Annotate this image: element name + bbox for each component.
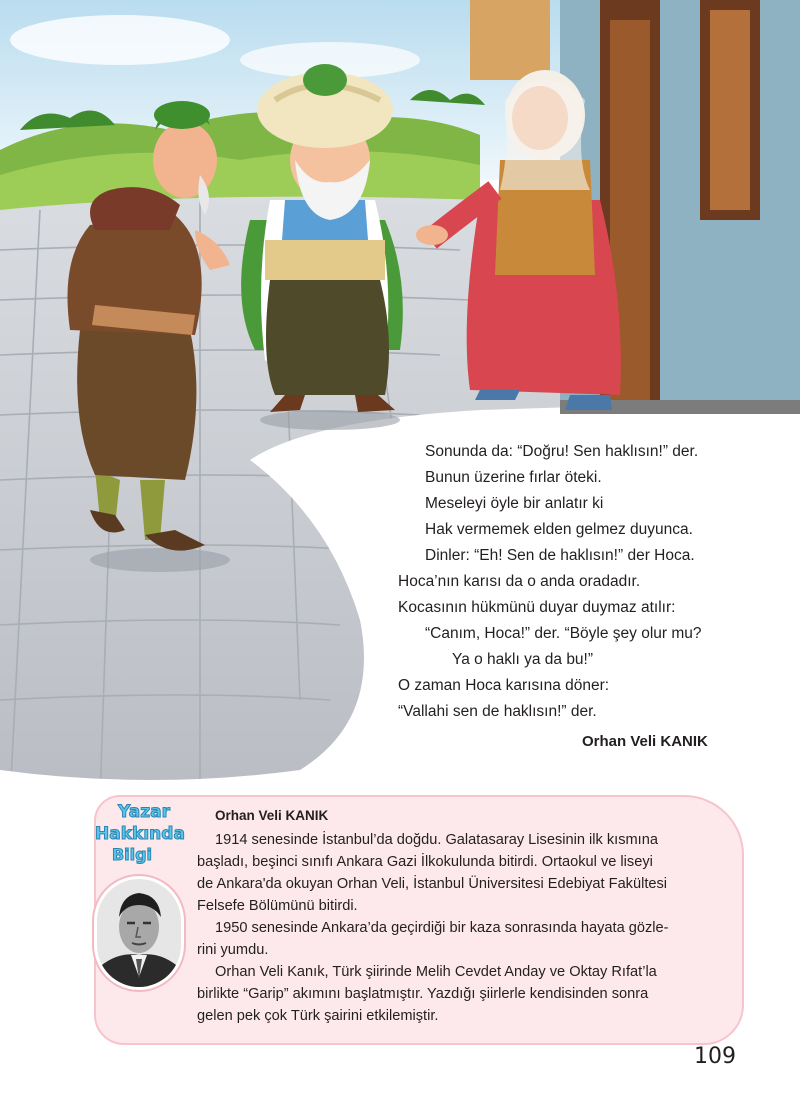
bio-line: birlikte “Garip” akımını başlatmıştır. Yazdığı şiirlerle kendisinden sonra	[197, 986, 649, 1002]
poem-line: Hak vermemek elden gelmez duyunca.	[425, 521, 693, 538]
bio-line: de Ankara'da okuyan Orhan Veli, İstanbul Üniversitesi Edebiyat Fakültesi	[197, 876, 668, 892]
poem-line: Ya o haklı ya da bu!”	[452, 651, 594, 668]
poem-author: Orhan Veli KANIK	[582, 733, 708, 750]
badge-line-3: Bilgi	[111, 845, 153, 864]
bio-line: başladı, beşinci sınıfı Ankara Gazi İlkokulunda bitirdi. Ortaokul ve liseyi	[197, 854, 653, 870]
author-portrait	[94, 876, 184, 990]
page-number: 109	[694, 1044, 736, 1069]
poem-line: Hoca’nın karısı da o anda oradadır.	[398, 573, 641, 590]
bio-line: 1950 senesinde Ankara’da geçirdiği bir kaza sonrasında hayata gözle-	[215, 920, 669, 936]
poem-line: Dinler: “Eh! Sen de haklısın!” der Hoca.	[425, 547, 695, 564]
poem-line: Meseleyi öyle bir anlatır ki	[425, 495, 604, 512]
poem-line: Bunun üzerine fırlar öteki.	[425, 469, 602, 486]
bio-heading: Orhan Veli KANIK	[215, 808, 329, 823]
badge-line-2: Hakkında	[95, 824, 185, 844]
portrait-image	[97, 879, 181, 987]
poem-line: “Vallahi sen de haklısın!” der.	[398, 703, 597, 720]
author-info-badge	[86, 797, 196, 871]
poem-line: Sonunda da: “Doğru! Sen haklısın!” der.	[425, 443, 699, 460]
bio-line: rini yumdu.	[197, 942, 269, 958]
bio-line: gelen pek çok Türk şairini etkilemiştir.	[197, 1008, 439, 1024]
bio-line: 1914 senesinde İstanbul’da doğdu. Galatasaray Lisesinin ilk kısmına	[215, 832, 658, 848]
badge-line-1: Yazar	[118, 802, 170, 822]
bio-line: Felsefe Bölümünü bitirdi.	[197, 898, 358, 914]
poem-line: “Canım, Hoca!” der. “Böyle şey olur mu?	[425, 625, 702, 642]
poem-line: O zaman Hoca karısına döner:	[398, 677, 610, 694]
poem-line: Kocasının hükmünü duyar duymaz atılır:	[398, 599, 676, 616]
bio-line: Orhan Veli Kanık, Türk şiirinde Melih Cevdet Anday ve Oktay Rıfat’la	[215, 964, 657, 980]
